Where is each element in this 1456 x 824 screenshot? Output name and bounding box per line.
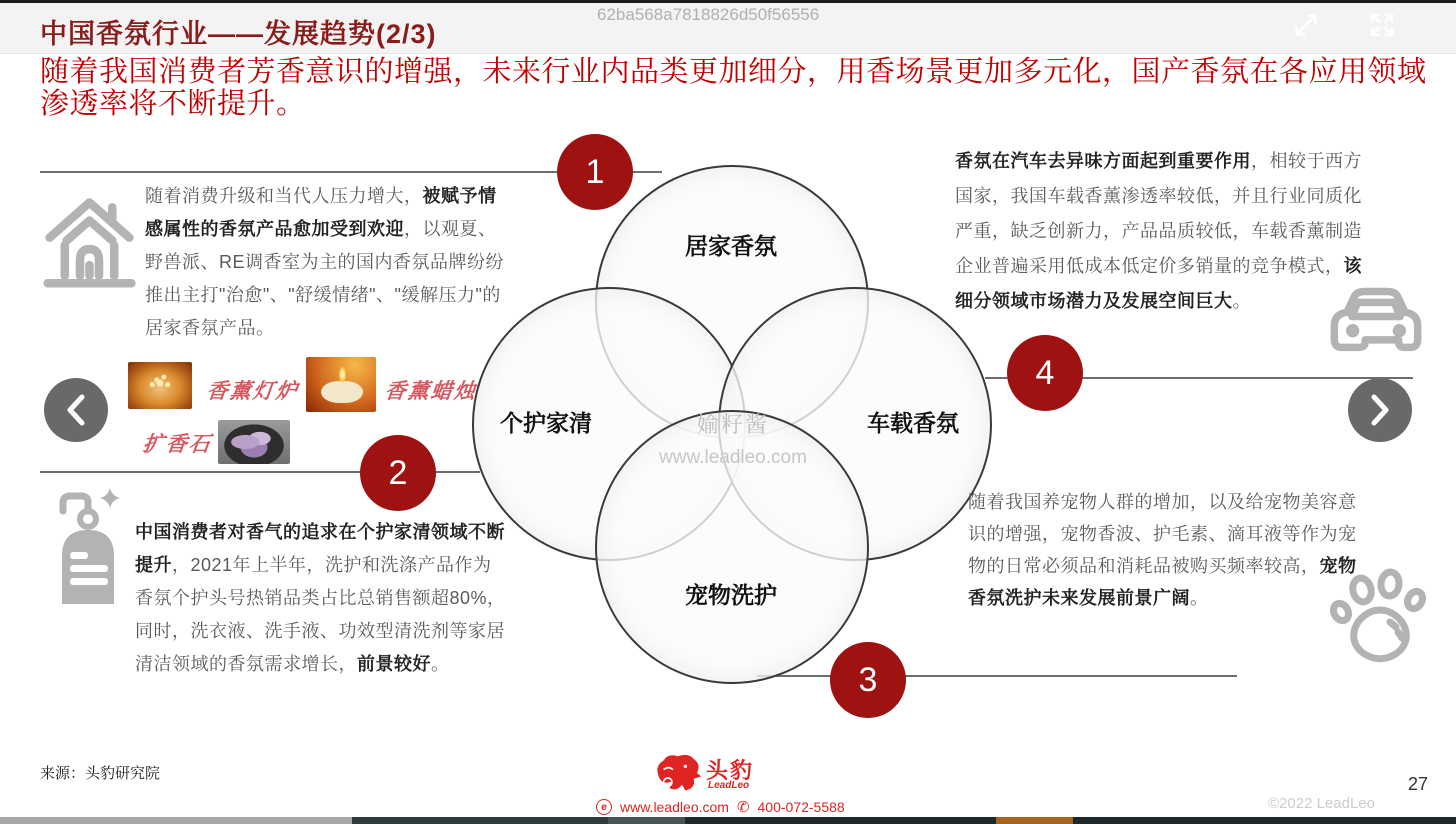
candle-body: [321, 381, 363, 403]
taskbar[interactable]: [0, 817, 1456, 824]
connector-line-3: [757, 675, 1237, 677]
venn-label-car: 车载香氛: [867, 410, 959, 436]
para-text-bold: 该细分领域市场潜力及发展空间巨大: [955, 256, 1362, 311]
diffuser-stone-photo: [218, 420, 290, 464]
venn-label-pet: 宠物洗护: [685, 582, 777, 608]
candle-flame: [339, 367, 346, 382]
step-badge-1: 1: [557, 134, 633, 210]
para-text: 。: [431, 654, 450, 674]
step-badge-3: 3: [830, 642, 906, 718]
taskbar-segment: [1073, 817, 1456, 824]
phone-icon: ✆: [736, 799, 750, 816]
footer-phone: 400-072-5588: [757, 799, 845, 815]
taskbar-segment: [352, 817, 608, 824]
aroma-lamp-photo: [128, 362, 192, 409]
para-text: ，以观夏、野兽派、RE调香室为主的国内香氛品牌纷纷推出主打"治愈"、"舒缓情绪"、"缓解压力"的居家香氛产品。: [145, 219, 505, 338]
chevron-right-icon: [1367, 393, 1393, 427]
para-text: 随着消费升级和当代人压力增大，: [145, 186, 423, 206]
aroma-lamp-label: 香薰灯炉: [205, 379, 301, 403]
para-text-bold: 被赋予情感属性的香氛产品愈加受到欢迎: [145, 186, 497, 239]
soap-dispenser-icon: [48, 486, 128, 604]
web-icon: e: [596, 799, 612, 815]
watermark: [633, 408, 833, 469]
step-badge-2: 2: [360, 435, 436, 511]
taskbar-segment: [608, 817, 685, 824]
brand-name-en: LeadLeo: [708, 780, 750, 791]
expand-diagonal-icon[interactable]: [1290, 10, 1322, 40]
page-number: 27: [1408, 774, 1429, 794]
para-text-bold: 前景较好: [357, 654, 431, 674]
brand-name-cn: 头豹: [706, 758, 755, 783]
para-text-bold: 香氛在汽车去异味方面起到重要作用: [955, 151, 1251, 171]
house-icon: [42, 188, 137, 293]
leadleo-leopard-logo: [652, 750, 702, 796]
para-text-bold: 中国消费者对香气的追求在个护家清领域不断提升: [135, 522, 505, 575]
para-text: ，2021年上半年，洗护和洗涤产品作为香氛个护头号热销品类占比总销售额超80%，同时，洗衣液、洗手液、功效型清洗剂等家居清洁领域的香氛需求增长，: [135, 555, 506, 674]
para-text: 。: [1190, 588, 1209, 608]
next-slide-button[interactable]: [1348, 378, 1412, 442]
copyright: ©2022 LeadLeo: [1268, 795, 1375, 812]
para-text: 。: [1232, 291, 1251, 311]
source-note: 来源：头豹研究院: [40, 765, 161, 782]
footer-website[interactable]: www.leadleo.com: [620, 799, 729, 815]
slide-subtitle: 随着我国消费者芳香意识的增强，未来行业内品类更加细分，用香场景更加多元化，国产香氛在各应用领域渗透率将不断提升。: [40, 56, 1427, 120]
prev-slide-button[interactable]: [44, 378, 108, 442]
window-top-edge: [0, 0, 1456, 3]
page-title: 中国香氛行业——发展趋势(2/3): [40, 19, 437, 49]
venn-label-home: 居家香氛: [685, 233, 777, 259]
car-fragrance-paragraph: [955, 144, 1365, 319]
scented-candle-label: 香薰蜡烛: [383, 379, 479, 403]
watermark-url: www.leadleo.com: [659, 447, 807, 468]
venn-label-personal-care: 个护家清: [500, 410, 592, 436]
personal-home-care-paragraph: [135, 516, 509, 681]
step-badge-4: 4: [1007, 335, 1083, 411]
footer-contact: [596, 798, 845, 816]
pet-care-paragraph: [968, 486, 1366, 614]
para-text: 随着我国养宠物人群的增加，以及给宠物美容意识的增强，宠物香波、护毛素、滴耳液等作为宠物的日常必须品和消耗品被购买频率较高，: [968, 492, 1357, 576]
diffuser-stone-label: 扩香石: [141, 432, 214, 456]
para-text-bold: 宠物香氛洗护未来发展前景广阔: [968, 556, 1357, 608]
taskbar-segment: [996, 817, 1073, 824]
chevron-left-icon: [63, 393, 89, 427]
watermark-name: 媮籽酱: [696, 412, 769, 437]
document-hash: 62ba568a7818826d50f56556: [597, 5, 820, 24]
scented-candle-photo: [306, 357, 376, 412]
taskbar-segment: [685, 817, 996, 824]
fullscreen-icon[interactable]: [1366, 10, 1398, 40]
para-text: ，相较于西方国家，我国车载香薰渗透率较低，并且行业同质化严重，缺乏创新力，产品品质较低，车载香薰制造企业普遍采用低成本低定价多销量的竞争模式，: [955, 151, 1362, 276]
taskbar-segment: [0, 817, 352, 824]
home-fragrance-paragraph: [145, 180, 513, 345]
